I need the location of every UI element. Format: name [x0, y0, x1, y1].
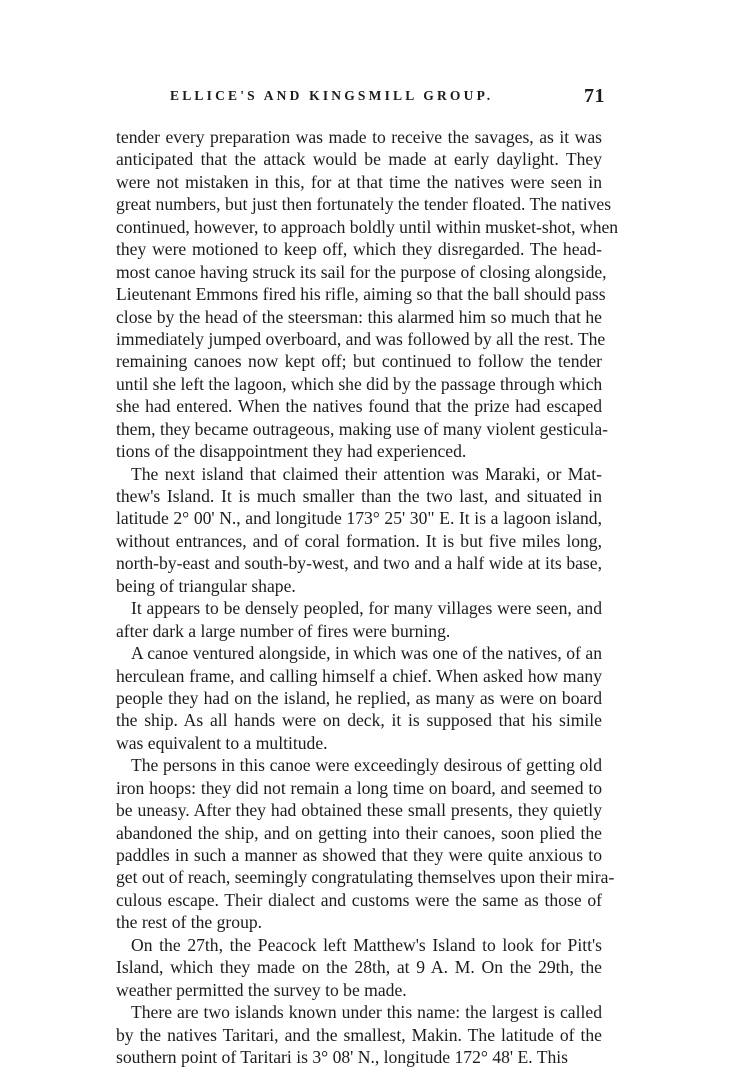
text-line: she had entered. When the natives found that the prize had escaped — [116, 396, 602, 417]
text-line: them, they became outrageous, making use of many violent gesticula- — [116, 418, 608, 439]
text-line: north-by-east and south-by-west, and two and a half wide at its base, — [116, 553, 602, 574]
text-line: southern point of Taritari is 3° 08' N., longitude 172° 48' E. This — [116, 1046, 568, 1067]
paragraph — [116, 597, 602, 642]
text-line: It appears to be densely peopled, for many villages were seen, and — [131, 598, 602, 619]
text-line: get out of reach, seemingly congratulating themselves upon their mira- — [116, 867, 615, 888]
text-line: close by the head of the steersman: this alarmed him so much that he — [116, 306, 602, 327]
paragraph — [116, 463, 602, 598]
running-title: ELLICE'S AND KINGSMILL GROUP. — [170, 88, 494, 103]
text-line: culous escape. Their dialect and customs were the same as those of — [116, 889, 602, 910]
text-line: most canoe having struck its sail for the purpose of closing alongside, — [116, 261, 607, 282]
text-line: by the natives Taritari, and the smallest, Makin. The latitude of the — [116, 1024, 602, 1045]
text-line: iron hoops: they did not remain a long time on board, and seemed to — [116, 777, 602, 798]
text-line: the ship. As all hands were on deck, it is supposed that his simile — [116, 710, 602, 731]
text-line: tions of the disappointment they had experienced. — [116, 441, 467, 462]
text-line: without entrances, and of coral formation. It is but five miles long, — [116, 530, 602, 551]
text-line: anticipated that the attack would be made at early daylight. They — [116, 149, 602, 170]
text-line: were not mistaken in this, for at that time the natives were seen in — [116, 171, 602, 192]
text-line: tender every preparation was made to receive the savages, as it was — [116, 127, 602, 147]
text-line: continued, however, to approach boldly until within musket-shot, when — [116, 216, 619, 237]
paragraph — [116, 642, 602, 754]
text-line: On the 27th, the Peacock left Matthew's Island to look for Pitt's — [131, 934, 602, 955]
text-line: The persons in this canoe were exceedingly desirous of getting old — [131, 755, 602, 776]
text-line: after dark a large number of fires were burning. — [116, 620, 451, 641]
text-line: people they had on the island, he replied, as many as were on board — [116, 687, 602, 708]
text-line: weather permitted the survey to be made. — [116, 979, 407, 1000]
paragraph — [116, 1001, 602, 1068]
page-number: 71 — [584, 85, 605, 107]
text-line: was equivalent to a multitude. — [116, 732, 328, 753]
text-line: paddles in such a manner as showed that they were quite anxious to — [116, 845, 602, 865]
paragraph — [116, 754, 615, 934]
text-line: The next island that claimed their attention was Maraki, or Mat- — [131, 463, 602, 484]
text-line: great numbers, but just then fortunately the tender floated. The natives — [116, 194, 612, 215]
text-line: being of triangular shape. — [116, 575, 296, 596]
body-text — [116, 126, 619, 1068]
text-line: herculean frame, and calling himself a chief. When asked how many — [116, 665, 602, 686]
text-line: There are two islands known under this name: the largest is called — [131, 1002, 602, 1023]
running-head — [170, 85, 605, 114]
paragraph — [116, 126, 619, 463]
text-line: remaining canoes now kept off; but continued to follow the tender — [116, 351, 602, 372]
text-line: until she left the lagoon, which she did by the passage through which — [116, 373, 603, 394]
text-line: the rest of the group. — [116, 912, 263, 933]
text-line: A canoe ventured alongside, in which was one of the natives, of an — [131, 643, 602, 664]
text-line: latitude 2° 00' N., and longitude 173° 25' 30" E. It is a lagoon island, — [116, 508, 602, 529]
text-line: Island, which they made on the 28th, at 9 A. M. On the 29th, the — [116, 957, 602, 978]
paragraph — [116, 934, 602, 1001]
text-line: immediately jumped overboard, and was followed by all the rest. The — [116, 328, 606, 349]
text-line: thew's Island. It is much smaller than the two last, and situated in — [116, 486, 602, 506]
text-line: be uneasy. After they had obtained these small presents, they quietly — [116, 800, 602, 821]
text-line: Lieutenant Emmons fired his rifle, aiming so that the ball should pass — [116, 284, 606, 305]
text-line: abandoned the ship, and on getting into their canoes, soon plied the — [116, 822, 602, 843]
text-line: they were motioned to keep off, which they disregarded. The head- — [116, 239, 602, 260]
